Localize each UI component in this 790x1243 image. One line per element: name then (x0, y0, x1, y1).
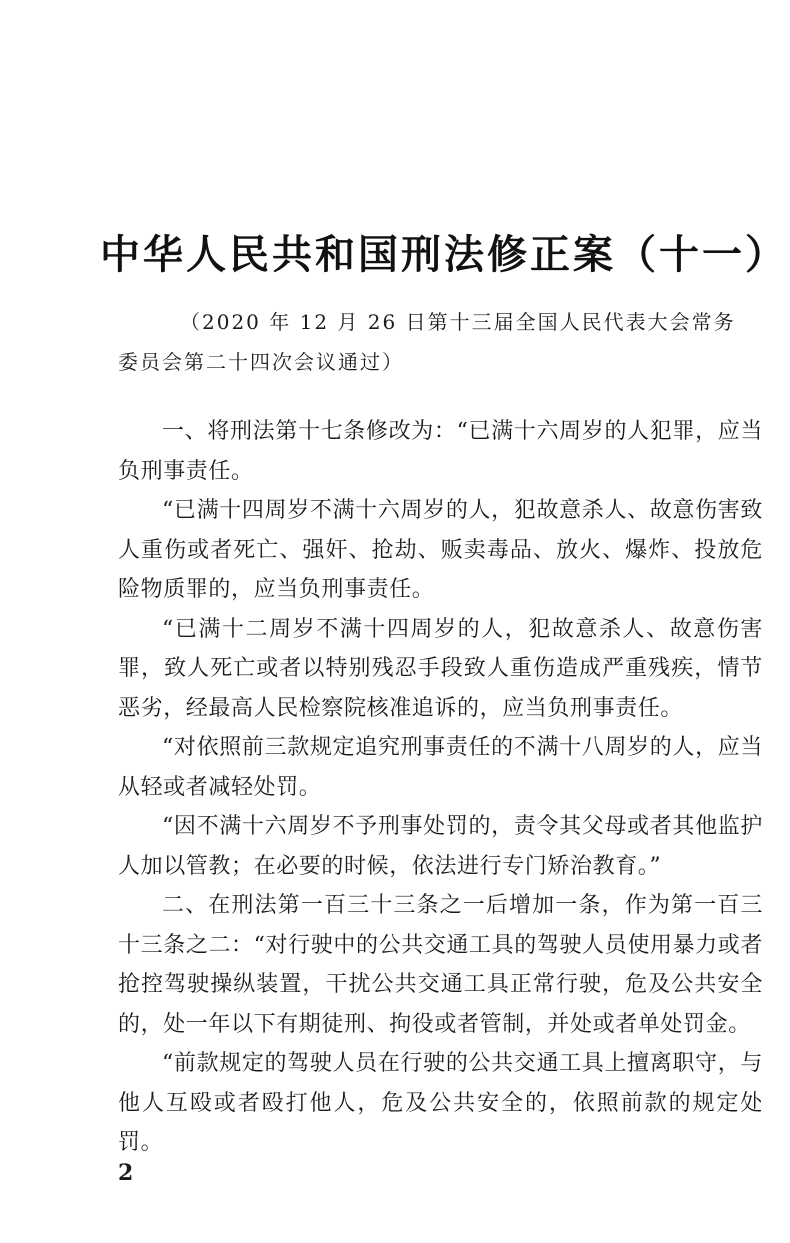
paragraph-article-1-intro: 一、将刑法第十七条修改为：“已满十六周岁的人犯罪，应当负刑事责任。 (118, 419, 763, 484)
paragraph-article-1-clause-4: “对依照前三款规定追究刑事责任的不满十八周岁的人，应当从轻或者减轻处罚。 (118, 735, 763, 800)
paragraph-article-2-clause-2: “前款规定的驾驶人员在行驶的公共交通工具上擅离职守，与他人互殴或者殴打他人，危及公共安全的，依照前款的规定处罚。 (118, 1051, 763, 1155)
paragraph-article-1-clause-2: “已满十四周岁不满十六周岁的人，犯故意杀人、故意伤害致人重伤或者死亡、强奸、抢劫、贩卖毒品、放火、爆炸、投放危险物质罪的，应当负刑事责任。 (118, 498, 763, 602)
paragraph-article-1-clause-3: “已满十二周岁不满十四周岁的人，犯故意杀人、故意伤害罪，致人死亡或者以特别残忍手段致人重伤造成严重残疾，情节恶劣，经最高人民检察院核准追诉的，应当负刑事责任。 (118, 616, 763, 721)
document-body (118, 412, 763, 1163)
document-title: 中华人民共和国刑法修正案（十一） (100, 232, 788, 278)
adoption-note: （2020 年 12 月 26 日第十三届全国人民代表大会常务委员会第二十四次会议通过） (118, 310, 736, 374)
page-number: 2 (118, 1160, 134, 1186)
paragraph-article-1-clause-5: “因不满十六周岁不予刑事处罚的，责令其父母或者其他监护人加以管教；在必要的时候，依法进行专门矫治教育。” (118, 814, 763, 879)
paragraph-article-2-intro: 二、在刑法第一百三十三条之一后增加一条，作为第一百三十三条之二：“对行驶中的公共交通工具的驾驶人员使用暴力或者抢控驾驶操纵装置，干扰公共交通工具正常行驶，危及公共安全的，处一年以下有期徒刑、拘役或者管制，并处或者单处罚金。 (118, 893, 763, 1037)
